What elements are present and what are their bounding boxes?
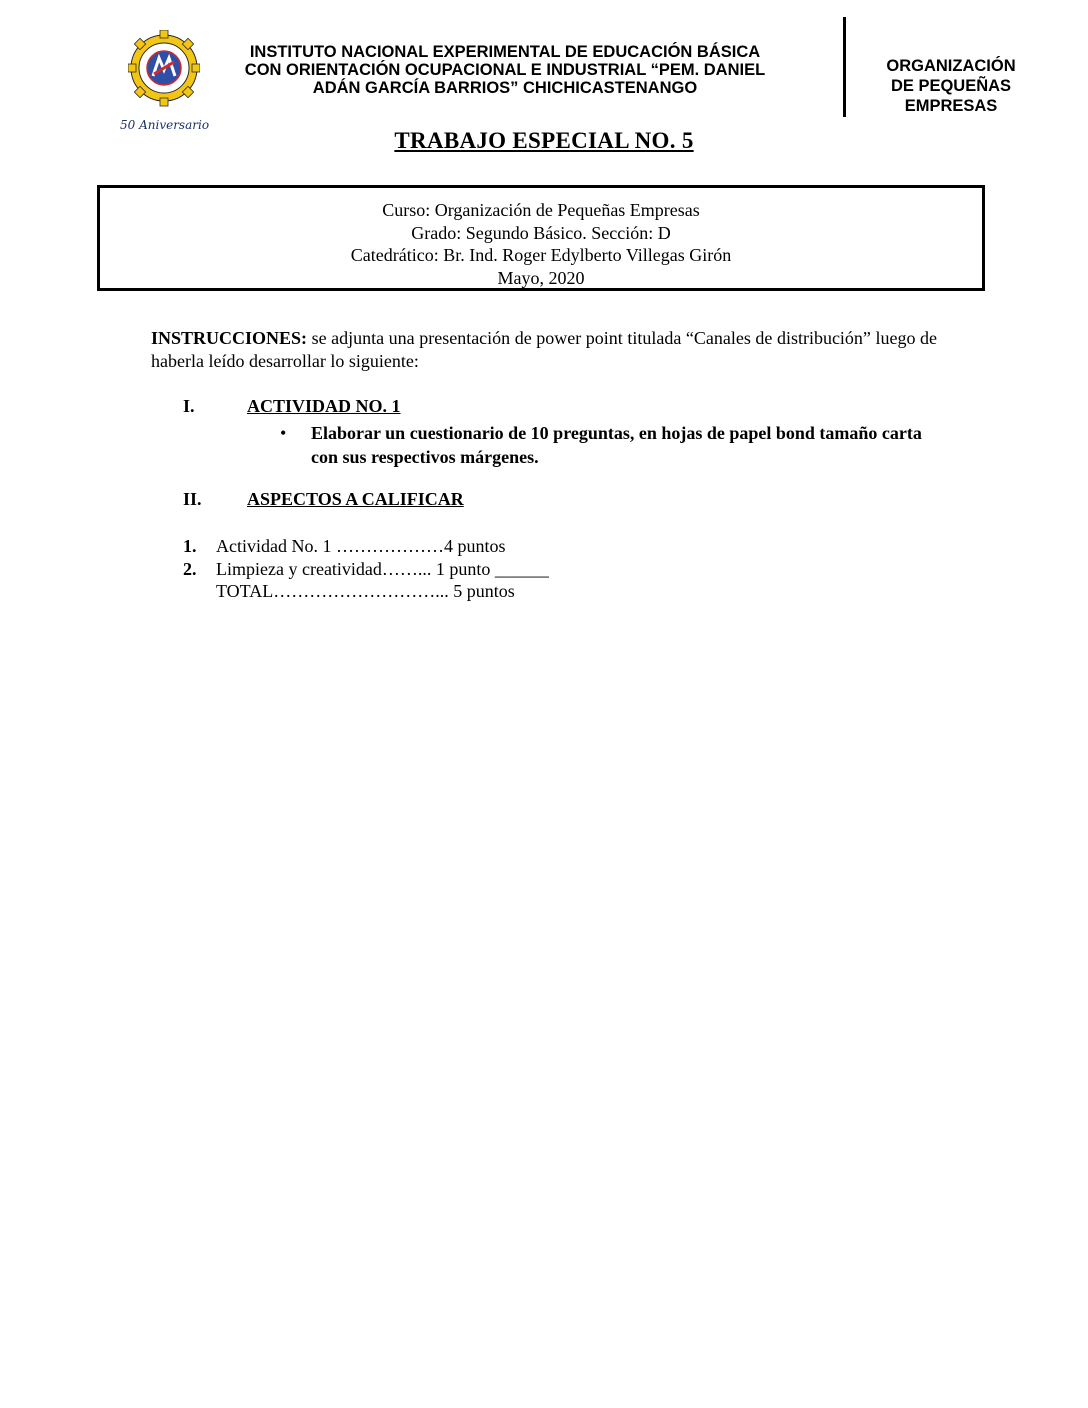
- section-heading: ACTIVIDAD NO. 1: [247, 396, 401, 416]
- subject-line: DE PEQUEÑAS: [890, 77, 1012, 95]
- course-info-box: [97, 185, 985, 291]
- teacher-line: Catedrático: Br. Ind. Roger Edylberto Villegas Girón: [350, 245, 732, 265]
- grade-line: Grado: Segundo Básico. Sección: D: [411, 222, 671, 243]
- section-activity: [183, 396, 401, 417]
- section-number: I.: [183, 396, 195, 416]
- course-line: Curso: Organización de Pequeñas Empresas: [382, 200, 700, 220]
- item-text: TOTAL………………………... 5 puntos: [216, 581, 515, 601]
- institution-line: CON ORIENTACIÓN OCUPACIONAL E INDUSTRIAL “PEM. DANIEL: [244, 61, 766, 79]
- bullet-text: Elaborar un cuestionario de 10 preguntas, en hojas de papel bond tamaño carta con sus respectivos márgenes.: [311, 423, 922, 467]
- item-number: 2.: [183, 558, 197, 579]
- logo-caption: 50 Aniversario: [120, 118, 210, 132]
- section-number: II.: [183, 489, 202, 509]
- item-text: Actividad No. 1 ………………4 puntos: [216, 536, 506, 556]
- subject-line: EMPRESAS: [904, 97, 998, 115]
- school-logo: [122, 30, 212, 134]
- section-heading: ASPECTOS A CALIFICAR: [247, 489, 464, 509]
- date-line: Mayo, 2020: [497, 267, 585, 288]
- document-title: TRABAJO ESPECIAL NO. 5: [394, 128, 694, 153]
- subject-label: [858, 56, 1044, 116]
- item-text: Limpieza y creatividad……... 1 punto ______: [216, 558, 549, 579]
- institution-line: ADÁN GARCÍA BARRIOS” CHICHICASTENANGO: [312, 79, 698, 97]
- bullet-icon: •: [280, 423, 287, 443]
- activity-bullet: [280, 421, 940, 469]
- subject-line: ORGANIZACIÓN: [886, 57, 1016, 75]
- instructions-text: se adjunta una presentación de power point titulada “Canales de distribución” luego de haberla leído desarrollar lo siguiente:: [151, 328, 937, 371]
- header-divider: [843, 17, 846, 117]
- item-number: 1.: [183, 536, 197, 556]
- institution-name: [210, 43, 800, 97]
- instructions-paragraph: [151, 327, 937, 372]
- institution-line: INSTITUTO NACIONAL EXPERIMENTAL DE EDUCACIÓN BÁSICA: [249, 43, 761, 61]
- section-grading: [183, 489, 464, 510]
- gear-emblem-icon: [128, 30, 200, 114]
- instructions-label: INSTRUCCIONES:: [151, 328, 308, 348]
